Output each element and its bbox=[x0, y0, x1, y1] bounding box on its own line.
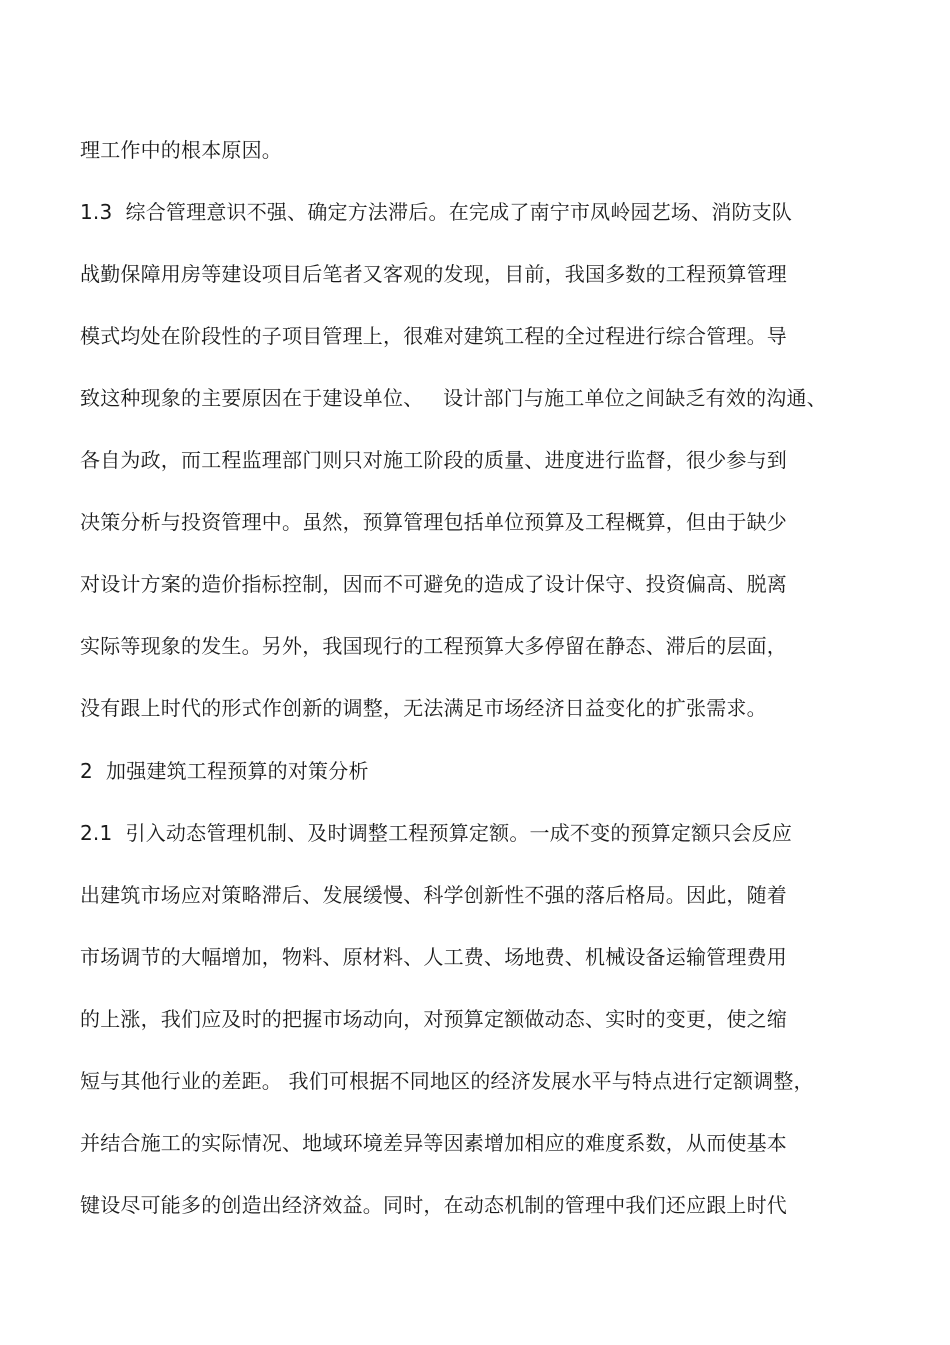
paragraph-line: 对设计方案的造价指标控制，因而不可避免的造成了设计保守、投资偏高、脱离 bbox=[80, 572, 787, 596]
paragraph-line: 的上涨，我们应及时的把握市场动向，对预算定额做动态、实时的变更，使之缩 bbox=[80, 1007, 787, 1031]
section-1-3-heading-line: 1.3 综合管理意识不强、确定方法滞后。在完成了南宁市凤岭园艺场、消防支队 bbox=[80, 200, 793, 224]
paragraph-line: 理工作中的根本原因。 bbox=[80, 138, 282, 162]
paragraph-line: 短与其他行业的差距。 我们可根据不同地区的经济发展水平与特点进行定额调整， bbox=[80, 1069, 814, 1093]
paragraph-line: 没有跟上时代的形式作创新的调整，无法满足市场经济日益变化的扩张需求。 bbox=[80, 696, 767, 720]
paragraph-line: 决策分析与投资管理中。虽然，预算管理包括单位预算及工程概算，但由于缺少 bbox=[80, 510, 787, 534]
paragraph-line: 致这种现象的主要原因在于建设单位、 设计部门与施工单位之间缺乏有效的沟通、 bbox=[80, 386, 827, 410]
section-2-1-heading-line: 2.1 引入动态管理机制、及时调整工程预算定额。一成不变的预算定额只会反应 bbox=[80, 821, 793, 845]
section-2-heading: 2 加强建筑工程预算的对策分析 bbox=[80, 759, 369, 783]
paragraph-line: 键设尽可能多的创造出经济效益。同时，在动态机制的管理中我们还应跟上时代 bbox=[80, 1193, 787, 1217]
paragraph-line: 出建筑市场应对策略滞后、发展缓慢、科学创新性不强的落后格局。因此，随着 bbox=[80, 883, 787, 907]
paragraph-line: 并结合施工的实际情况、地域环境差异等因素增加相应的难度系数，从而使基本 bbox=[80, 1131, 787, 1155]
paragraph-line: 战勤保障用房等建设项目后笔者又客观的发现，目前，我国多数的工程预算管理 bbox=[80, 262, 787, 286]
paragraph-line: 模式均处在阶段性的子项目管理上，很难对建筑工程的全过程进行综合管理。导 bbox=[80, 324, 787, 348]
paragraph-line: 市场调节的大幅增加，物料、原材料、人工费、场地费、机械设备运输管理费用 bbox=[80, 945, 787, 969]
paragraph-line: 实际等现象的发生。另外，我国现行的工程预算大多停留在静态、滞后的层面， bbox=[80, 634, 787, 658]
paragraph-line: 各自为政，而工程监理部门则只对施工阶段的质量、进度进行监督，很少参与到 bbox=[80, 448, 787, 472]
